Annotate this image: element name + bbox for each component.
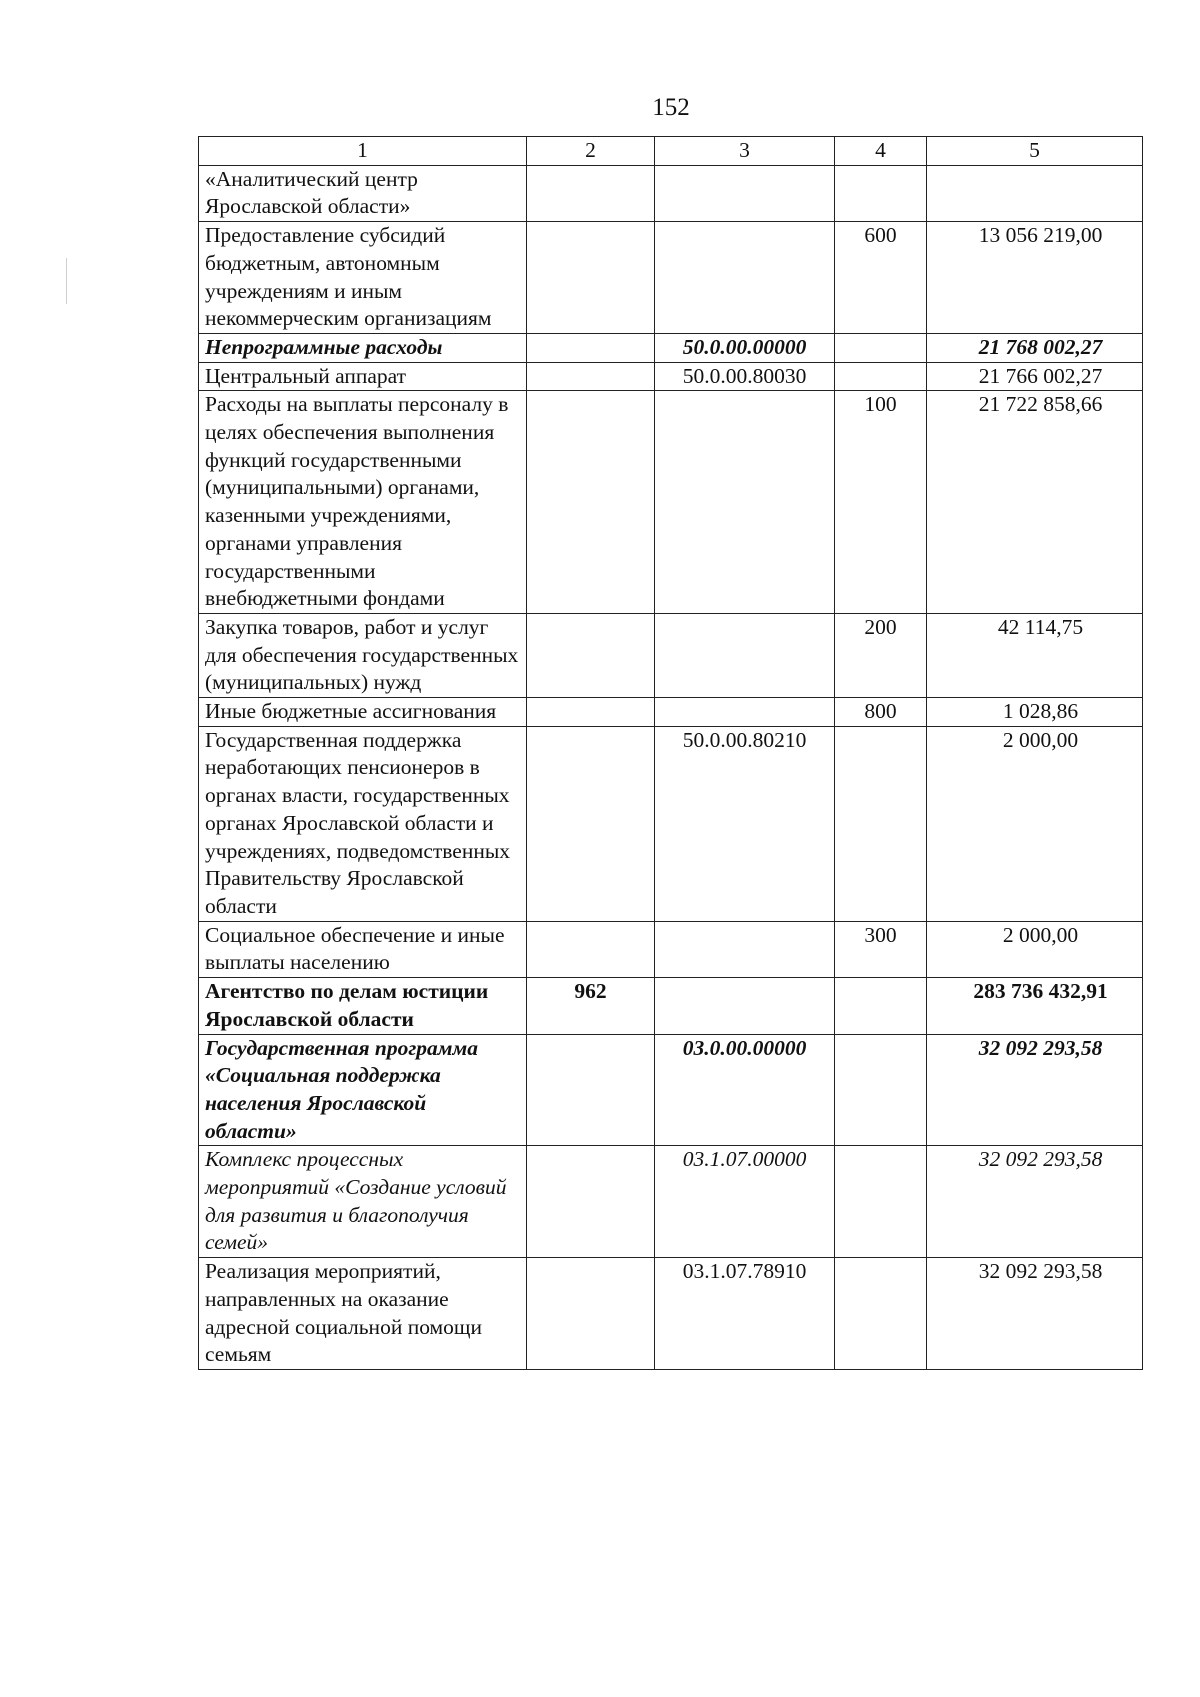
row-name: Предоставление субсидий бюджетным, автономным учреждениям и иным некоммерческим организациям	[199, 222, 527, 334]
row-dept-code	[527, 165, 655, 221]
row-target-code: 03.1.07.00000	[655, 1146, 835, 1258]
row-expense-type: 300	[835, 921, 927, 977]
header-col-4: 4	[835, 137, 927, 166]
table-row	[199, 362, 1143, 391]
header-col-1: 1	[199, 137, 527, 166]
row-name: Непрограммные расходы	[199, 333, 527, 362]
row-dept-code	[527, 921, 655, 977]
row-amount: 32 092 293,58	[927, 1146, 1143, 1258]
row-name: Закупка товаров, работ и услуг для обеспечения государственных (муниципальных) нужд	[199, 613, 527, 697]
row-amount: 2 000,00	[927, 921, 1143, 977]
table-row	[199, 222, 1143, 334]
table-body	[199, 165, 1143, 1369]
table-row	[199, 978, 1143, 1034]
row-target-code	[655, 165, 835, 221]
row-amount: 21 722 858,66	[927, 391, 1143, 614]
row-target-code	[655, 921, 835, 977]
row-target-code	[655, 978, 835, 1034]
table-row	[199, 1146, 1143, 1258]
row-expense-type	[835, 165, 927, 221]
row-amount: 42 114,75	[927, 613, 1143, 697]
row-amount: 32 092 293,58	[927, 1034, 1143, 1146]
row-amount: 283 736 432,91	[927, 978, 1143, 1034]
row-name: Государственная программа «Социальная поддержка населения Ярославской области»	[199, 1034, 527, 1146]
row-dept-code	[527, 1146, 655, 1258]
row-target-code: 50.0.00.80210	[655, 726, 835, 921]
table-row	[199, 391, 1143, 614]
page-number: 152	[652, 94, 690, 121]
row-target-code: 50.0.00.80030	[655, 362, 835, 391]
row-dept-code	[527, 613, 655, 697]
row-name: Центральный аппарат	[199, 362, 527, 391]
row-expense-type	[835, 1034, 927, 1146]
row-target-code	[655, 222, 835, 334]
row-dept-code: 962	[527, 978, 655, 1034]
row-dept-code	[527, 333, 655, 362]
scan-edge-mark	[66, 258, 67, 304]
row-dept-code	[527, 726, 655, 921]
row-dept-code	[527, 1034, 655, 1146]
row-expense-type	[835, 333, 927, 362]
row-amount: 13 056 219,00	[927, 222, 1143, 334]
row-name: Государственная поддержка неработающих пенсионеров в органах власти, государственных органах Ярославской области и учреждениях, подведомственных Правительству Ярославской области	[199, 726, 527, 921]
row-name: Реализация мероприятий, направленных на оказание адресной социальной помощи семьям	[199, 1258, 527, 1370]
table-row	[199, 921, 1143, 977]
table-row	[199, 165, 1143, 221]
row-name: Агентство по делам юстиции Ярославской области	[199, 978, 527, 1034]
table-row	[199, 726, 1143, 921]
budget-table	[198, 136, 1143, 1370]
row-amount	[927, 165, 1143, 221]
row-amount: 1 028,86	[927, 698, 1143, 727]
row-expense-type	[835, 1146, 927, 1258]
table-header	[199, 137, 1143, 166]
row-expense-type: 600	[835, 222, 927, 334]
header-col-3: 3	[655, 137, 835, 166]
row-dept-code	[527, 1258, 655, 1370]
row-expense-type	[835, 1258, 927, 1370]
table-row	[199, 1034, 1143, 1146]
header-col-2: 2	[527, 137, 655, 166]
row-expense-type	[835, 978, 927, 1034]
row-name: «Аналитический центр Ярославской области»	[199, 165, 527, 221]
row-target-code	[655, 698, 835, 727]
row-expense-type	[835, 726, 927, 921]
header-col-5: 5	[927, 137, 1143, 166]
row-expense-type: 100	[835, 391, 927, 614]
header-row	[199, 137, 1143, 166]
row-expense-type	[835, 362, 927, 391]
row-name: Комплекс процессных мероприятий «Создание условий для развития и благополучия семей»	[199, 1146, 527, 1258]
row-target-code	[655, 391, 835, 614]
row-name: Расходы на выплаты персоналу в целях обеспечения выполнения функций государственными (муниципальными) органами, казенными учреждениями, органами управления государственными внебюджетными фондами	[199, 391, 527, 614]
row-name: Социальное обеспечение и иные выплаты населению	[199, 921, 527, 977]
row-dept-code	[527, 222, 655, 334]
row-target-code: 03.0.00.00000	[655, 1034, 835, 1146]
table-row	[199, 698, 1143, 727]
row-amount: 32 092 293,58	[927, 1258, 1143, 1370]
table-row	[199, 613, 1143, 697]
row-expense-type: 800	[835, 698, 927, 727]
row-dept-code	[527, 698, 655, 727]
row-amount: 21 768 002,27	[927, 333, 1143, 362]
row-name: Иные бюджетные ассигнования	[199, 698, 527, 727]
table-row	[199, 1258, 1143, 1370]
row-dept-code	[527, 391, 655, 614]
row-target-code	[655, 613, 835, 697]
table-row	[199, 333, 1143, 362]
row-amount: 21 766 002,27	[927, 362, 1143, 391]
row-dept-code	[527, 362, 655, 391]
row-target-code: 50.0.00.00000	[655, 333, 835, 362]
row-amount: 2 000,00	[927, 726, 1143, 921]
row-expense-type: 200	[835, 613, 927, 697]
row-target-code: 03.1.07.78910	[655, 1258, 835, 1370]
